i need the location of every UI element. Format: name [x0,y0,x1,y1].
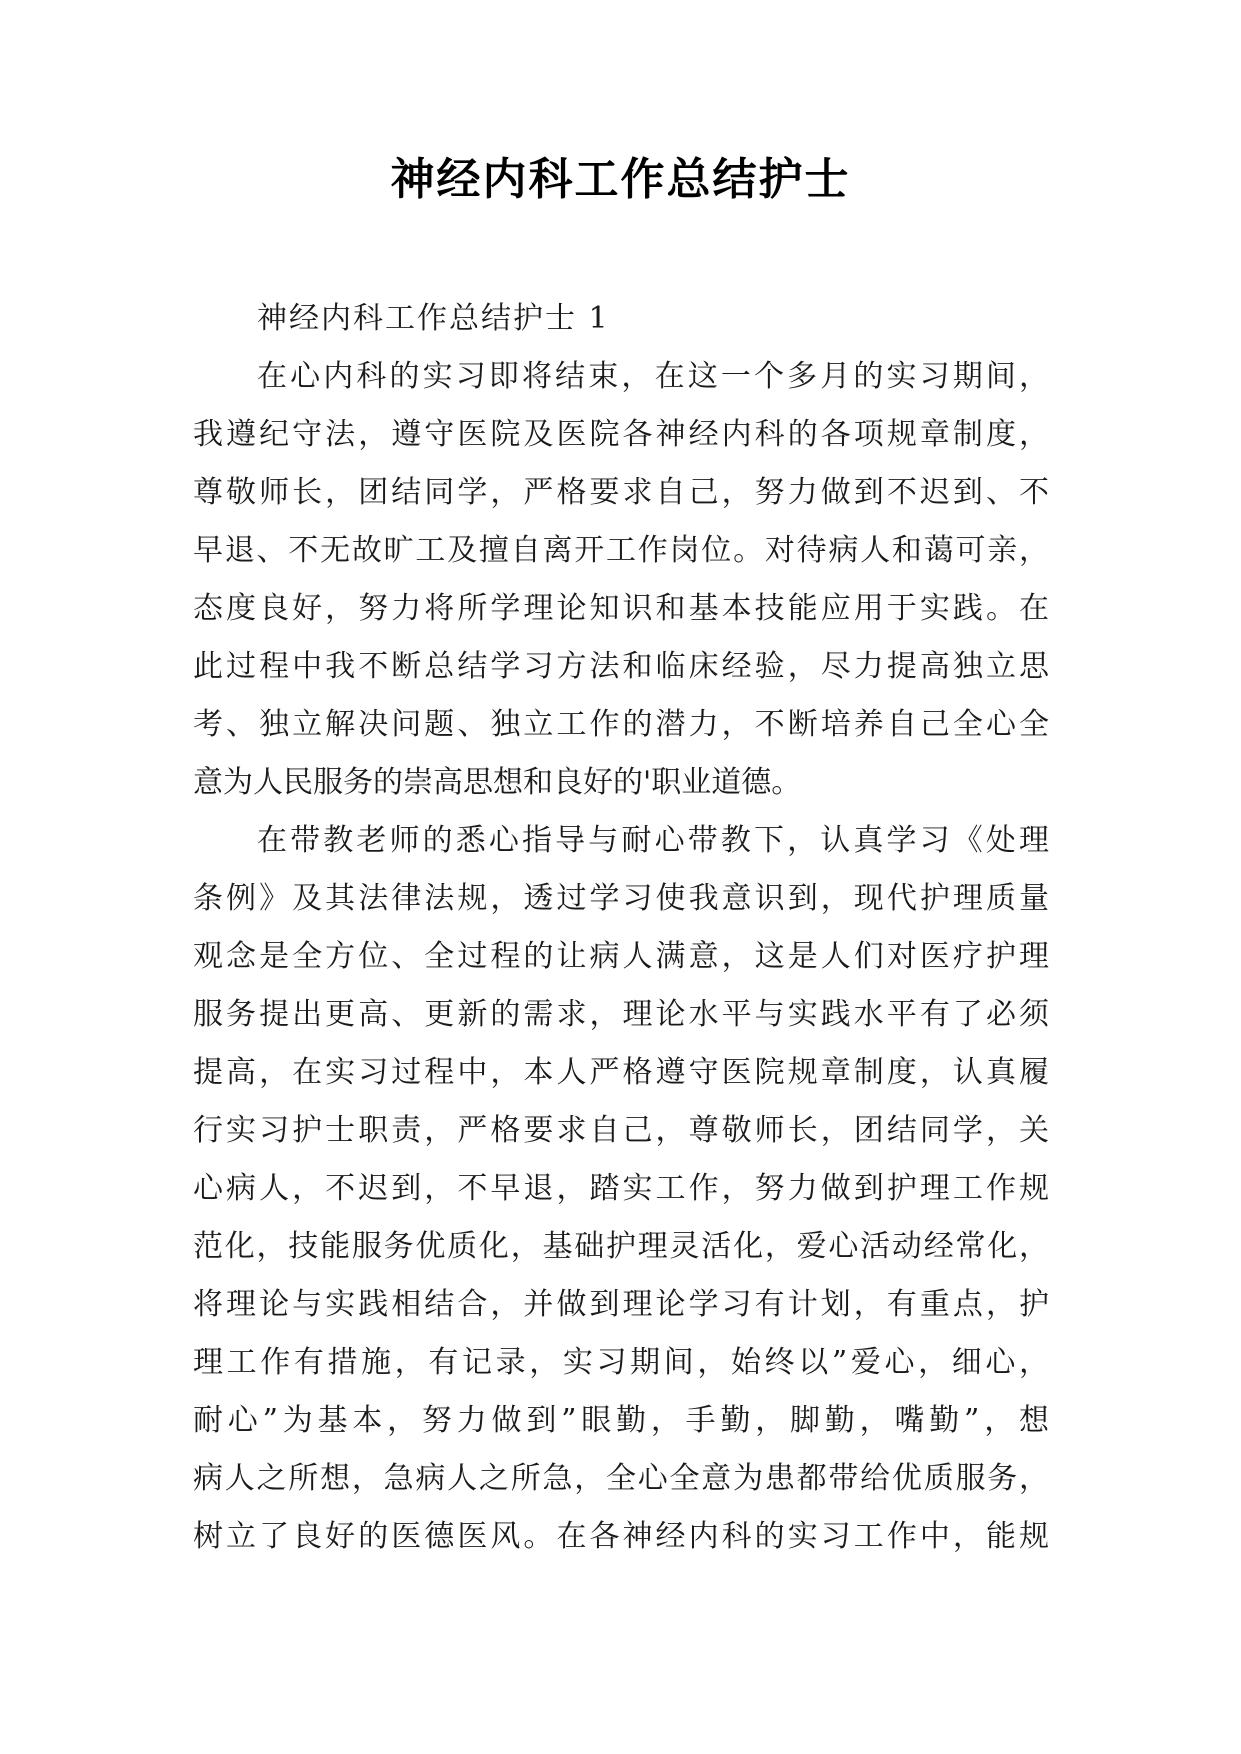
paragraph-line: 此过程中我不断总结学习方法和临床经验，尽力提高独立思 [193,649,1049,684]
paragraph-line: 树立了良好的医德医风。在各神经内科的实习工作中，能规 [193,1519,1049,1554]
document-title: 神经内科工作总结护士 [390,154,851,205]
paragraph-line: 范化，技能服务优质化，基础护理灵活化，爱心活动经常化， [193,1229,1049,1264]
paragraph-line: 提高，在实习过程中，本人严格遵守医院规章制度，认真履 [193,1055,1049,1090]
section-heading: 神经内科工作总结护士 1 [257,301,610,336]
paragraph-line: 服务提出更高、更新的需求，理论水平与实践水平有了必须 [193,997,1049,1032]
paragraph-line: 我遵纪守法，遵守医院及医院各神经内科的各项规章制度， [193,417,1049,452]
paragraph-line: 病人之所想，急病人之所急，全心全意为患都带给优质服务， [193,1461,1049,1496]
paragraph-line: 耐心”为基本，努力做到”眼勤，手勤，脚勤，嘴勤”，想 [193,1403,1049,1438]
paragraph-2 [193,812,1049,1566]
paragraph-line: 将理论与实践相结合，并做到理论学习有计划，有重点，护 [193,1287,1049,1322]
paragraph-line: 观念是全方位、全过程的让病人满意，这是人们对医疗护理 [193,939,1049,974]
paragraph-line: 在心内科的实习即将结束，在这一个多月的实习期间， [257,359,1049,394]
paragraph-line: 条例》及其法律法规，透过学习使我意识到，现代护理质量 [193,881,1049,916]
paragraph-line: 在带教老师的悉心指导与耐心带教下，认真学习《处理 [257,823,1049,858]
paragraph-line: 考、独立解决问题、独立工作的潜力，不断培养自己全心全 [193,707,1049,742]
document-body [193,290,1049,1566]
paragraph-line: 心病人，不迟到，不早退，踏实工作，努力做到护理工作规 [193,1171,1049,1206]
paragraph-line: 态度良好，努力将所学理论知识和基本技能应用于实践。在 [193,591,1049,626]
paragraph-line: 尊敬师长，团结同学，严格要求自己，努力做到不迟到、不 [193,475,1049,510]
paragraph-line: 行实习护士职责，严格要求自己，尊敬师长，团结同学，关 [193,1113,1049,1148]
paragraph-line: 意为人民服务的崇高思想和良好的'职业道德。 [193,765,802,800]
paragraph-1 [193,348,1049,812]
paragraph-line: 早退、不无故旷工及擅自离开工作岗位。对待病人和蔼可亲， [193,533,1049,568]
paragraph-line: 理工作有措施，有记录，实习期间，始终以”爱心，细心， [193,1345,1049,1380]
